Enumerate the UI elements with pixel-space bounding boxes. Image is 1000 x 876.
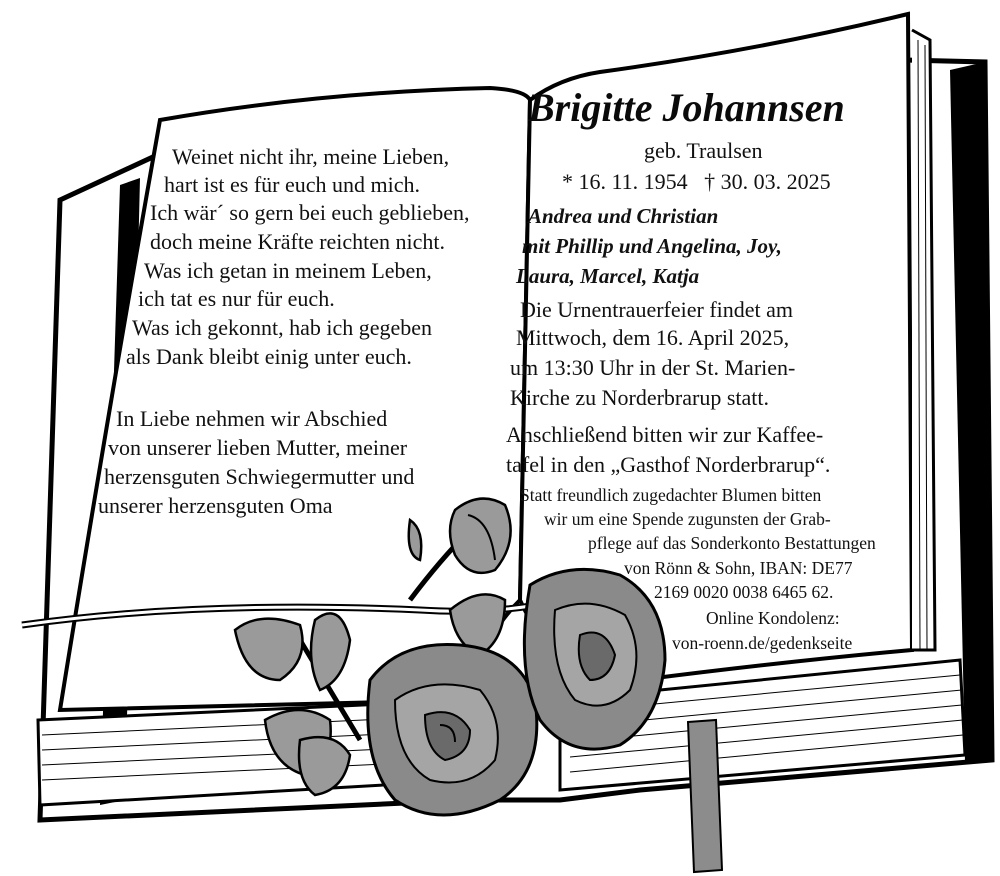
- service-line: Anschließend bitten wir zur Kaffee-: [506, 422, 824, 447]
- rose-large-left: [368, 644, 537, 815]
- poem-line: Weinet nicht ihr, meine Lieben,: [172, 144, 450, 169]
- farewell-line: unserer herzensguten Oma: [98, 493, 333, 518]
- deceased-name: Brigitte Johannsen: [528, 85, 845, 130]
- poem-line: Was ich gekonnt, hab ich gegeben: [132, 315, 433, 340]
- service-line: tafel in den „Gasthof Norderbrarup“.: [506, 452, 831, 477]
- mourner-line: Andrea und Christian: [528, 204, 719, 228]
- farewell-line: herzensguten Schwiegermutter und: [104, 464, 415, 489]
- bookmark-ribbon: [688, 720, 722, 872]
- poem-line: hart ist es für euch und mich.: [164, 172, 420, 197]
- donation-line: pflege auf das Sonderkonto Bestattungen: [588, 533, 876, 553]
- right-page-edge-lines: [912, 30, 935, 650]
- donation-line: von Rönn & Sohn, IBAN: DE77: [624, 558, 853, 578]
- donation-line: Online Kondolenz:: [706, 608, 840, 628]
- farewell-line: von unserer lieben Mutter, meiner: [108, 435, 408, 460]
- rose-bud: [450, 499, 511, 573]
- poem-line: als Dank bleibt einig unter euch.: [126, 344, 412, 369]
- donation-line: 2169 0020 0038 6465 62.: [654, 582, 834, 602]
- mourner-line: mit Phillip und Angelina, Joy,: [522, 234, 782, 258]
- service-line: um 13:30 Uhr in der St. Marien-: [510, 355, 796, 380]
- farewell-line: In Liebe nehmen wir Abschied: [116, 406, 388, 431]
- service-line: Kirche zu Norderbrarup statt.: [510, 385, 770, 410]
- rose-large-right: [524, 569, 665, 749]
- poem-line: Ich wär´ so gern bei euch geblieben,: [150, 200, 470, 225]
- donation-line: Statt freundlich zugedachter Blumen bitten: [520, 485, 822, 505]
- service-line: Die Urnentrauerfeier findet am: [520, 297, 794, 322]
- service-line: Mittwoch, dem 16. April 2025,: [516, 325, 790, 350]
- maiden-name: geb. Traulsen: [644, 138, 763, 163]
- poem-line: ich tat es nur für euch.: [138, 286, 335, 311]
- poem-line: Was ich getan in meinem Leben,: [144, 258, 432, 283]
- life-dates: * 16. 11. 1954 † 30. 03. 2025: [562, 169, 831, 194]
- donation-line: wir um eine Spende zugunsten der Grab-: [544, 509, 831, 529]
- donation-line: von-roenn.de/gedenkseite: [672, 633, 853, 653]
- poem-line: doch meine Kräfte reichten nicht.: [150, 229, 446, 254]
- mourner-line: Laura, Marcel, Katja: [516, 264, 700, 288]
